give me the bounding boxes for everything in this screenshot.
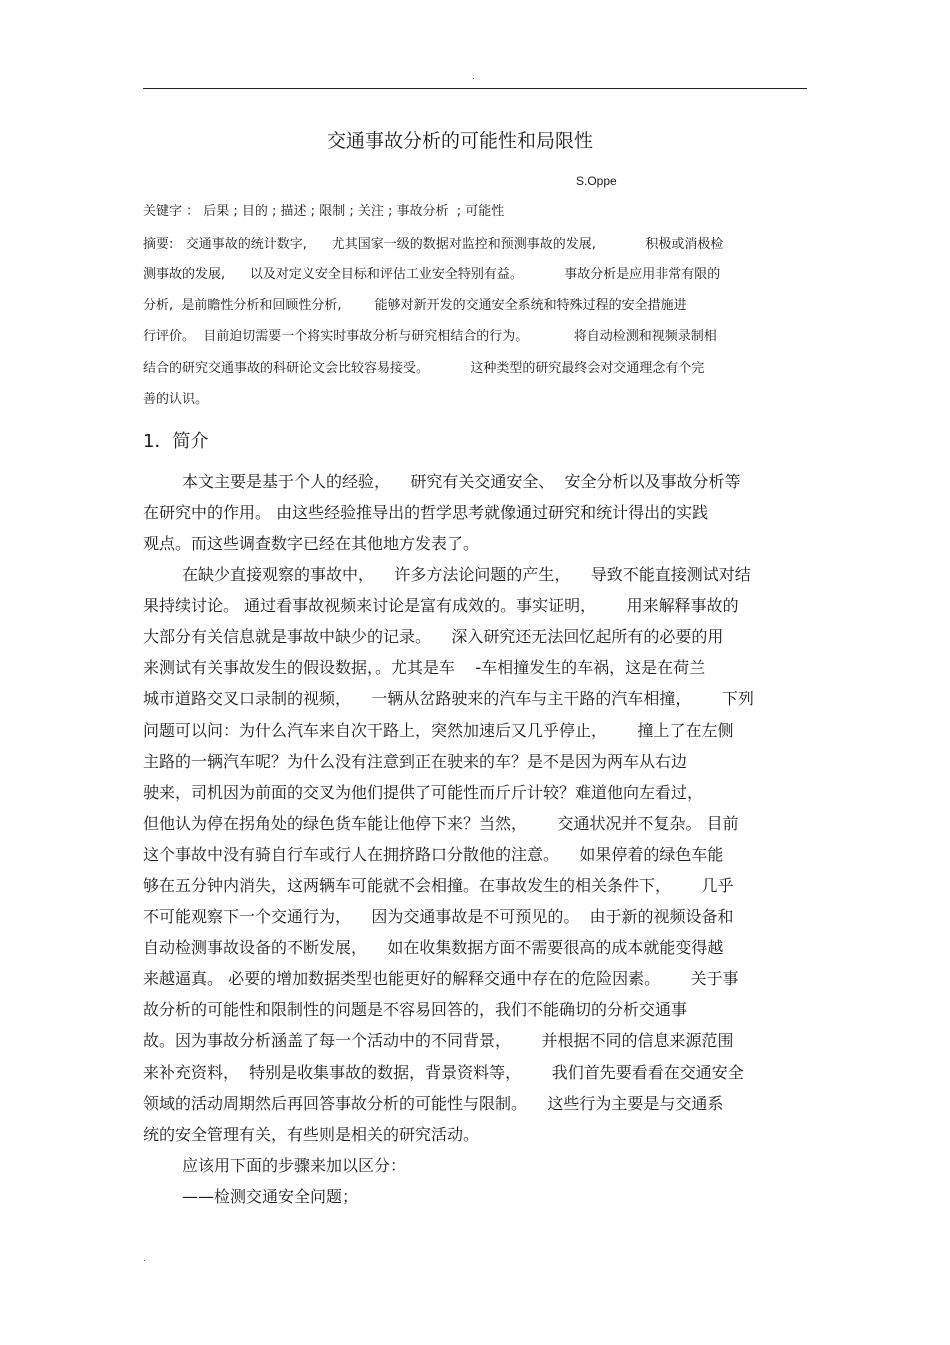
body-line: 观点。而这些调查数字已经在其他地方发表了。 bbox=[143, 534, 480, 553]
document-title: 交通事故分析的可能性和局限性 bbox=[326, 130, 593, 152]
body-line: 大部分有关信息就是事故中缺少的记录。 深入研究还无法回忆起所有的必要的用 bbox=[143, 627, 724, 646]
body-line: 统的安全管理有关，有些则是相关的研究活动。 bbox=[143, 1125, 480, 1144]
abstract-line: 测事故的发展, 以及对定义安全目标和评估工业安全特别有益。 事故分析是应用非常有限的 bbox=[143, 267, 721, 282]
body-line: 故分析的可能性和限制性的问题是不容易回答的，我们不能确切的分析交通事 bbox=[143, 1000, 688, 1019]
header-rule bbox=[143, 88, 807, 89]
body-line: 在研究中的作用。 由这些经验推导出的哲学思考就像通过研究和统计得出的实践 bbox=[143, 503, 709, 522]
body-line: 主路的一辆汽车呢？为什么没有注意到正在驶来的车？是不是因为两车从右边 bbox=[143, 752, 688, 771]
abstract-line: 摘要: 交通事故的统计数字, 尤其国家一级的数据对监控和预测事故的发展, 积极或消极检 bbox=[143, 237, 724, 252]
body-line: 来补充资料， 特别是收集事故的数据，背景资料等， 我们首先要看看在交通安全 bbox=[143, 1063, 744, 1082]
body-line: 果持续讨论。 通过看事故视频来讨论是富有成效的。事实证明， 用来解释事故的 bbox=[143, 596, 739, 615]
header-mark: . bbox=[472, 72, 475, 82]
body-line: 问题可以问：为什么汽车来自次干路上，突然加速后又几乎停止， 撞上了在左侧 bbox=[143, 721, 734, 740]
body-line: 这个事故中没有骑自行车或行人在拥挤路口分散他的注意。 如果停着的绿色车能 bbox=[143, 845, 724, 864]
body-line: 在缺少直接观察的事故中， 许多方法论问题的产生， 导致不能直接测试对结 bbox=[182, 565, 751, 584]
body-line: 应该用下面的步骤来加以区分： bbox=[182, 1156, 407, 1175]
abstract-line: 善的认识。 bbox=[143, 392, 209, 407]
abstract-line: 行评价。 目前迫切需要一个将实时事故分析与研究相结合的行为。 将自动检测和视频录制相 bbox=[143, 329, 717, 344]
author: S.Oppe bbox=[576, 174, 617, 188]
footer-mark: . bbox=[143, 1254, 146, 1264]
body-line: 来测试有关事故发生的假设数据，。尤其是车 -车相撞发生的车祸，这是在荷兰 bbox=[143, 658, 706, 677]
body-line: 城市道路交叉口录制的视频， 一辆从岔路驶来的汽车与主干路的汽车相撞， 下列 bbox=[143, 689, 754, 708]
body-line: 来越逼真。 必要的增加数据类型也能更好的解释交通中存在的危险因素。 关于事 bbox=[143, 969, 739, 988]
body-line: 不可能观察下一个交通行为， 因为交通事故是不可预见的。 由于新的视频设备和 bbox=[143, 907, 734, 926]
body-line: 驶来，司机因为前面的交叉为他们提供了可能性而斤斤计较？难道他向左看过， bbox=[143, 783, 704, 802]
abstract-line: 分析, 是前瞻性分析和回顾性分析, 能够对新开发的交通安全系统和特殊过程的安全措施进 bbox=[143, 298, 687, 313]
body-line: ——检测交通安全问题； bbox=[182, 1187, 359, 1206]
body-line: 本文主要是基于个人的经验， 研究有关交通安全、 安全分析以及事故分析等 bbox=[182, 472, 741, 491]
body-line: 自动检测事故设备的不断发展， 如在收集数据方面不需要很高的成本就能变得越 bbox=[143, 938, 724, 957]
body-line: 够在五分钟内消失，这两辆车可能就不会相撞。在事故发生的相关条件下， 几乎 bbox=[143, 876, 734, 895]
body-line: 但他认为停在拐角处的绿色货车能让他停下来？当然， 交通状况并不复杂。 目前 bbox=[143, 814, 739, 833]
body-line: 故。因为事故分析涵盖了每一个活动中的不同背景， 并根据不同的信息来源范围 bbox=[143, 1031, 734, 1050]
section-heading: 1．简介 bbox=[143, 431, 209, 452]
abstract-line: 结合的研究交通事故的科研论文会比较容易接受。 这种类型的研究最终会对交通理念有个完 bbox=[143, 361, 705, 376]
body-line: 领域的活动周期然后再回答事故分析的可能性与限制。 这些行为主要是与交通系 bbox=[143, 1094, 724, 1113]
keywords: 关键字 ： 后果 ; 目的 ; 描述 ; 限制 ; 关注 ; 事故分析 ; 可能性 bbox=[143, 204, 505, 219]
